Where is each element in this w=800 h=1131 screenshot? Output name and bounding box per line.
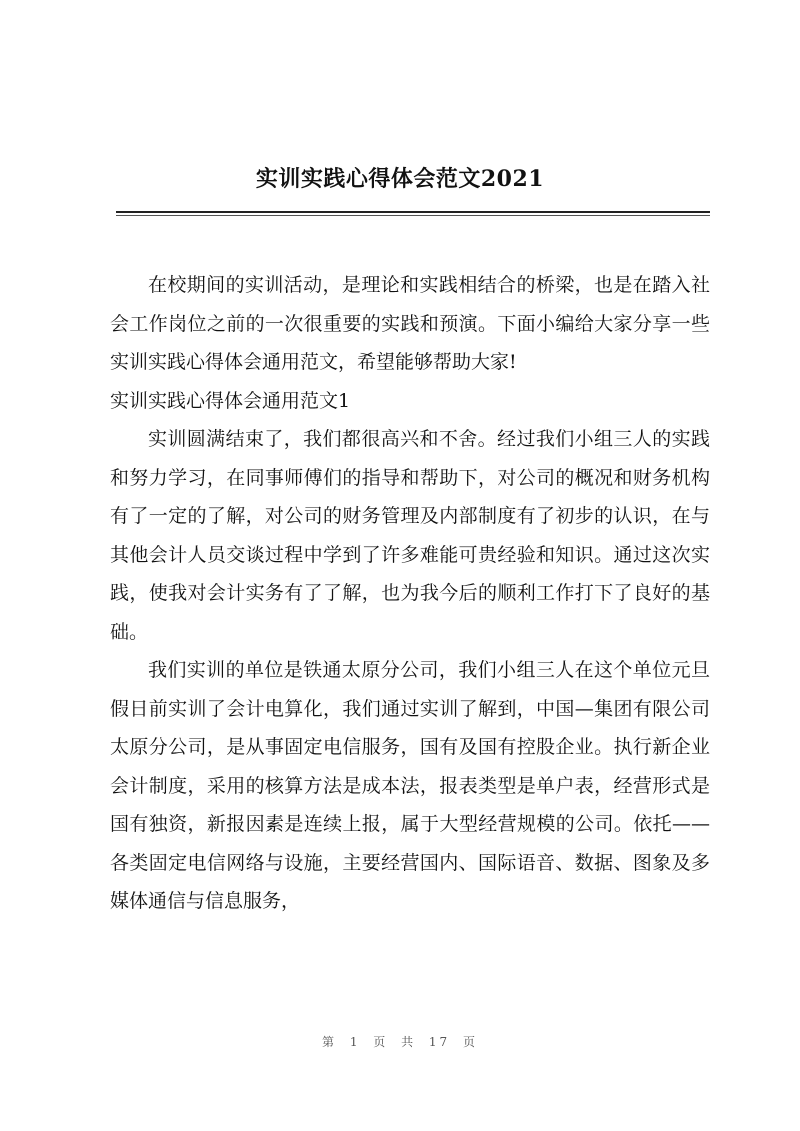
body-paragraph-1: 实训圆满结束了，我们都很高兴和不舍。经过我们小组三人的实践和努力学习，在同事师傅们的指导和帮助下，对公司的概况和财务机构有了一定的了解，对公司的财务管理及内部制度有了初步的认识，在与其他会计人员交谈过程中学到了许多难能可贵经验和知识。通过这次实践，使我对会计实务有了了解，也为我今后的顺利工作打下了良好的基础。 — [110, 428, 710, 643]
intro-paragraph: 在校期间的实训活动，是理论和实践相结合的桥梁，也是在踏入社会工作岗位之前的一次很重要的实践和预演。下面小编给大家分享一些实训实践心得体会通用范文，希望能够帮助大家! — [110, 274, 710, 373]
document-body — [110, 266, 710, 921]
document-title: 实训实践心得体会范文2021 — [255, 166, 545, 192]
title-divider — [116, 211, 710, 213]
page-footer: 第 1 页 共 17 页 — [322, 1035, 478, 1049]
title-divider-thin — [116, 215, 710, 216]
section-heading: 实训实践心得体会通用范文1 — [110, 389, 351, 412]
body-paragraph-2: 我们实训的单位是铁通太原分公司，我们小组三人在这个单位元旦假日前实训了会计电算化，我们通过实训了解到，中国—集团有限公司太原分公司，是从事固定电信服务，国有及国有控股企业。执行新企业会计制度，采用的核算方法是成本法，报表类型是单户表，经营形式是国有独资，新报因素是连续上报，属于大型经营规模的公司。依托——各类固定电信网络与设施，主要经营国内、国际语音、数据、图象及多媒体通信与信息服务， — [110, 659, 710, 912]
